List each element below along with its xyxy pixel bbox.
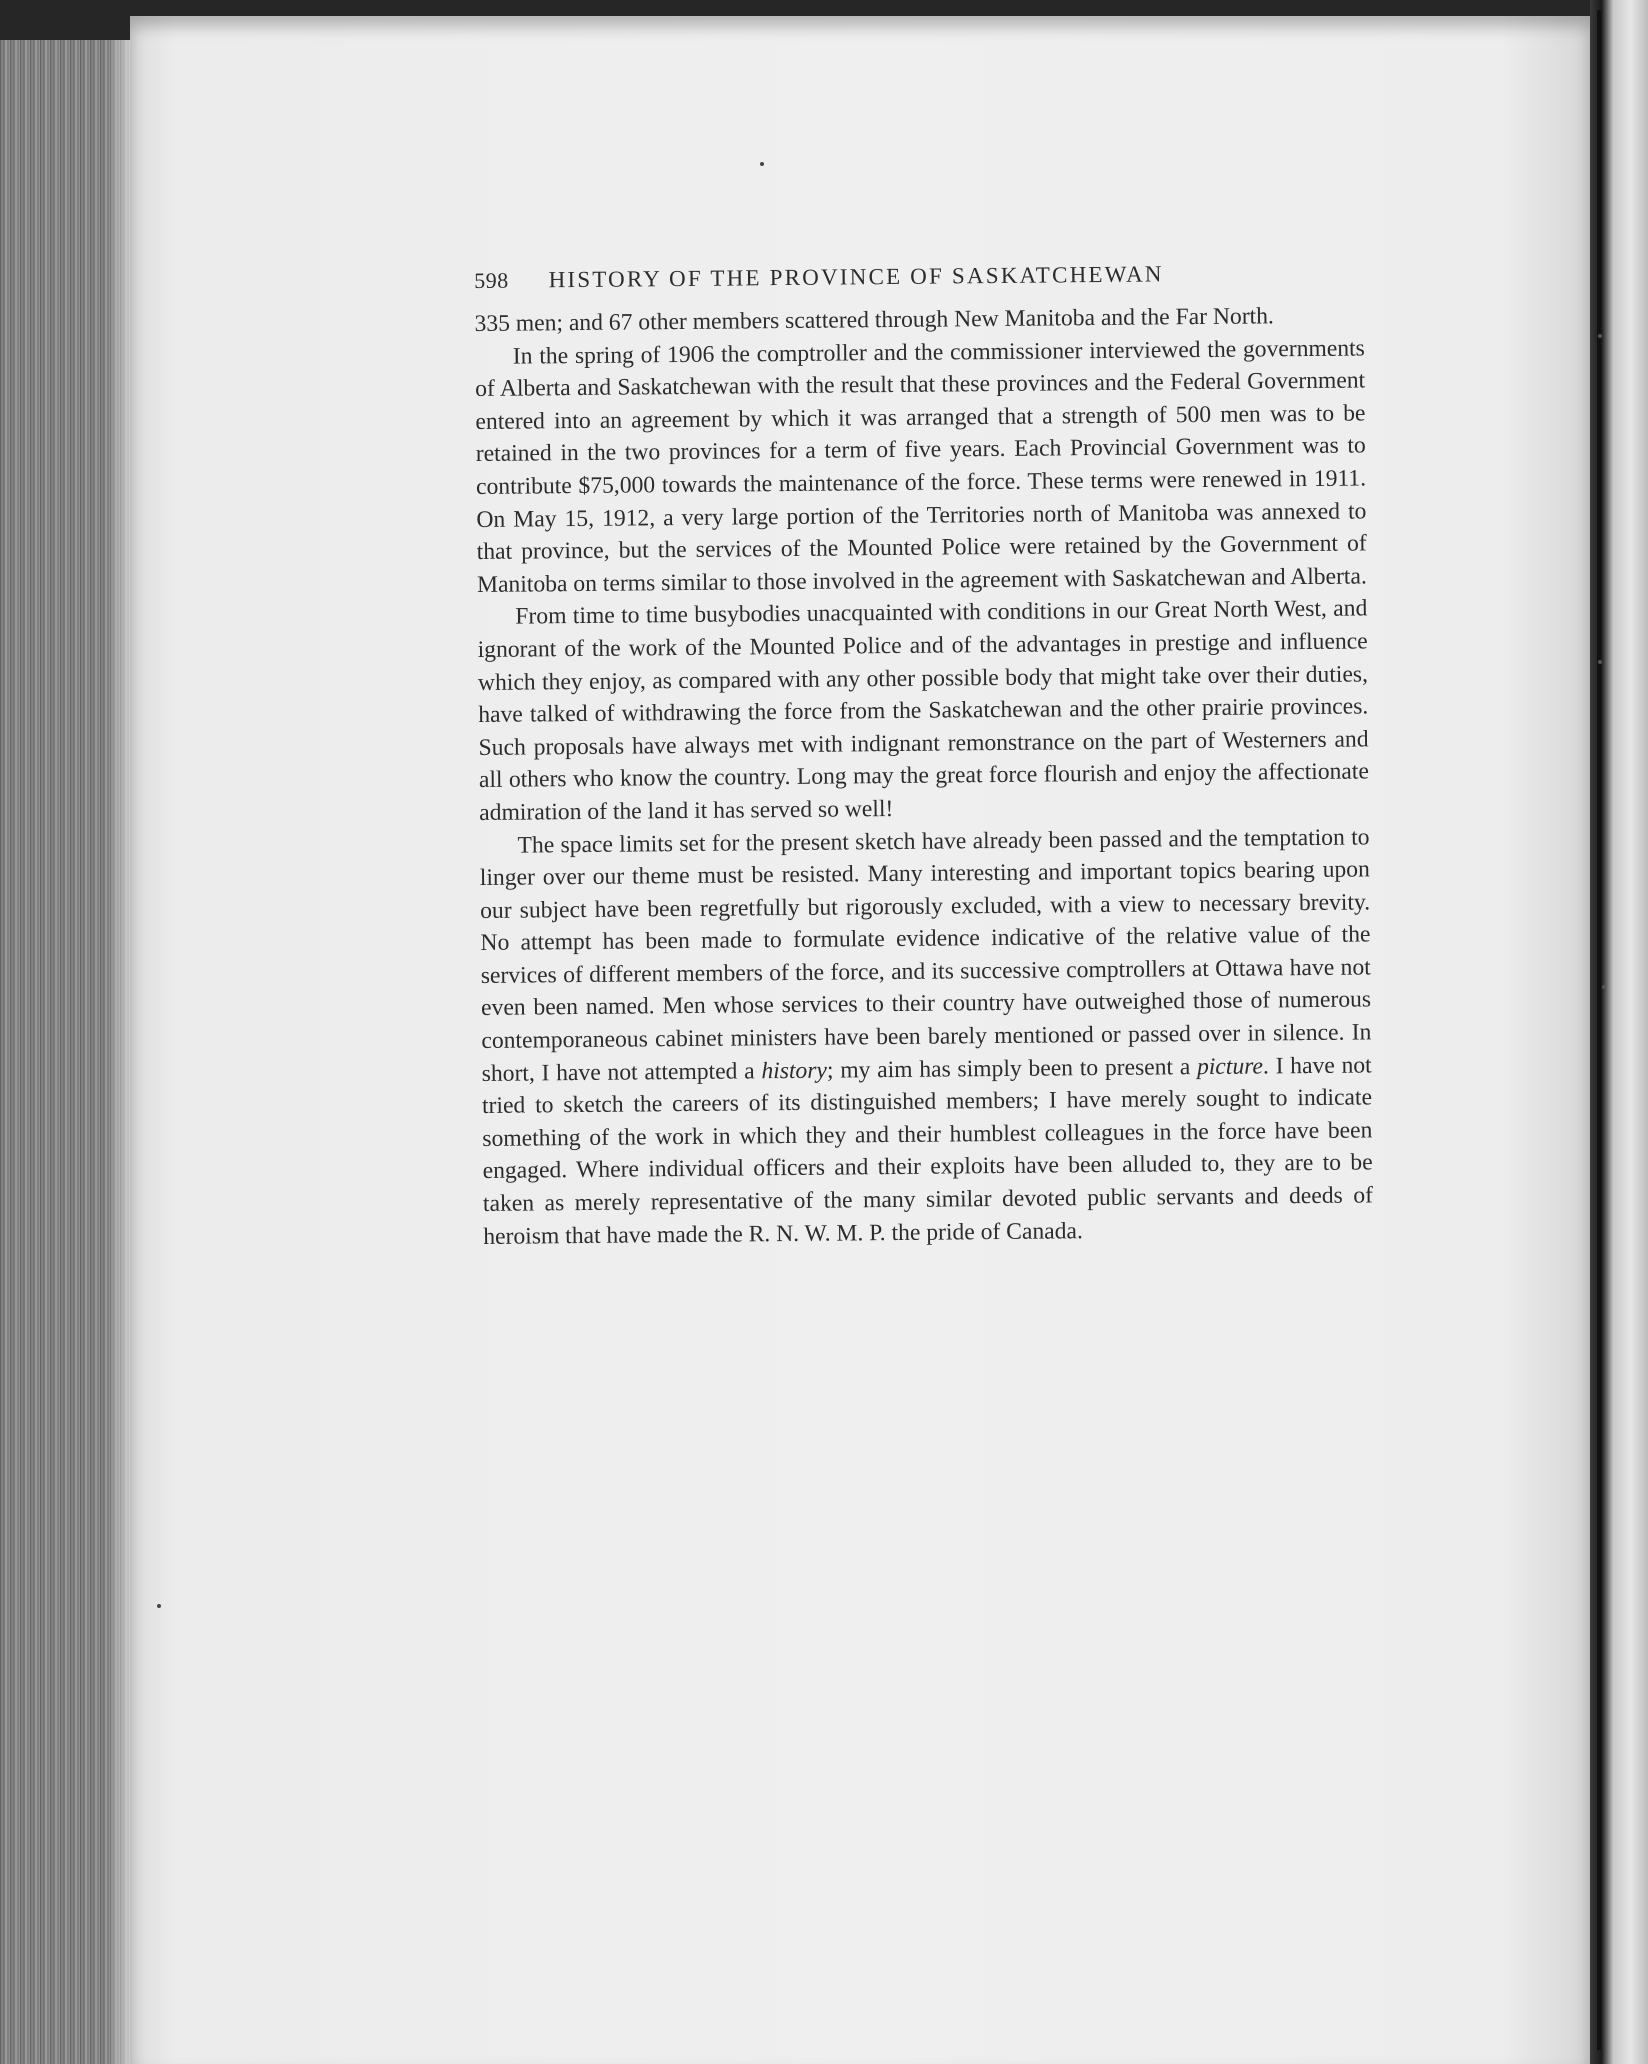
paper-speck <box>1602 985 1606 989</box>
paragraph-text-segment: The space limits set for the present sketch have already been passed and the temptation to linger over our theme must be resisted. Many interesting and important topics bearing upon our subject have been regretfully but rigorously excluded, with a view to necessary brevity. No attempt has been made to formulate evidence indicative of the relative value of the services of different members of the force, and its successive comptrollers at Ottawa have not even been named. Men whose services to their country have outweighed those of numerous contemporaneous cabinet ministers have been barely mentioned or passed over in silence. In short, I have not attempted a <box>479 823 1372 1087</box>
page-number: 598 <box>474 267 509 293</box>
paragraph-conclusion <box>479 821 1373 1253</box>
paper-speck <box>1598 334 1602 338</box>
paragraph-continuation: 335 men; and 67 other members scattered through New Manitoba and the Far North. <box>474 303 1274 337</box>
paper-speck <box>760 162 764 166</box>
paper-speck <box>1598 660 1602 664</box>
italic-word-picture: picture <box>1196 1053 1264 1080</box>
paragraph-text-segment: . I have not tried to sketch the careers of its distinguished members; I have merely sought to indicate something of the work in which they and their humblest colleagues in the force have been engaged. Where individual officers and their exploits have been alluded to, they are to be taken as merely representative of the many similar devoted public servants and deeds of heroism that have made the R. N. W. M. P. the pride of Canada. <box>481 1052 1374 1250</box>
paragraph-agreement: In the spring of 1906 the comptroller and the commissioner interviewed the governments of Alberta and Saskatchewan with the result that these provinces and the Federal Government entered into an agreement by which it was arranged that a strength of 500 men was to be retained in the two provinces for a term of five years. Each Provincial Government was to contribute $75,000 towards the maintenance of the force. These terms were renewed in 1911. On May 15, 1912, a very large portion of the Territories north of Manitoba was annexed to that province, but the services of the Mounted Police were retained by the Government of Manitoba on terms similar to those involved in the agreement with Saskatchewan and Alberta. <box>475 335 1367 598</box>
binding-gutter-line <box>1597 10 1601 2050</box>
paragraph-busybodies: From time to time busybodies unacquainted with conditions in our Great North West, and ignorant of the work of the Mounted Police and of the advantages in prestige and influence which they enjoy, as compared with any other possible body that might take over their duties, have talked of withdrawing the force from the Saskatchewan and the other prairie provinces. Such proposals have always met with indignant remonstrance on the part of Westerners and all others who know the country. Long may the great force flourish and enjoy the affectionate admiration of the land it has served so well! <box>477 595 1370 826</box>
page-text-block <box>474 259 1373 1253</box>
running-head-title: HISTORY OF THE PROVINCE OF SASKATCHEWAN <box>548 261 1164 293</box>
paragraph-text-segment: ; my aim has simply been to present a <box>826 1053 1198 1084</box>
paper-speck <box>157 1604 161 1608</box>
italic-word-history: history <box>761 1057 828 1084</box>
left-page-stack-edge <box>0 40 140 2064</box>
